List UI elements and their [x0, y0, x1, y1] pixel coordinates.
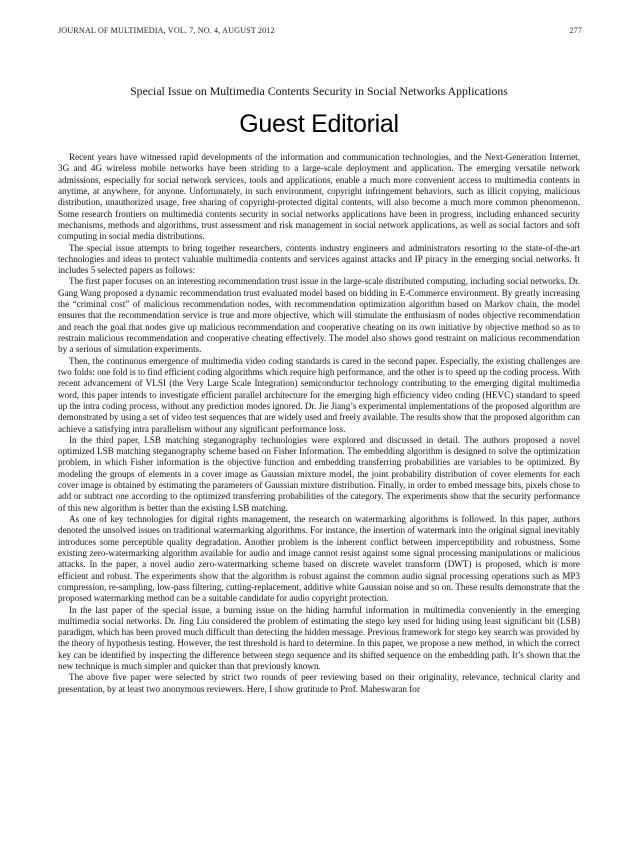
- running-head: [58, 26, 582, 35]
- paragraph-acknowledgement: The above five paper were selected by strict two rounds of peer reviewing based on their originality, relevance, technical clarity and presentation, by at least two anonymous reviewers. Here, I show gratitude to Prof. Maheswaran for: [58, 672, 580, 694]
- paragraph-third-paper: In the third paper, LSB matching steganography technologies were explored and discussed in detail. The authors proposed a novel optimized LSB matching steganography scheme based on Fisher Information. The embedding algorithm is designed to solve the optimization problem, in which Fisher information is the objective function and embedding transferring probabilities are variables to be optimized. By modeling the groups of elements in a cover image as Gaussian mixture model, the joint probability distribution of cover elements for each cover image is obtained by estimating the parameters of Gaussian mixture distribution. Finally, in order to embed message bits, pixels chose to add or subtract one according to the optimized transferring probabilities of the category. The experiments show that the security performance of this new algorithm is better than the existing LSB matching.: [58, 434, 580, 513]
- editorial-body: [58, 152, 580, 695]
- journal-citation: JOURNAL OF MULTIMEDIA, VOL. 7, NO. 4, AUGUST 2012: [58, 26, 275, 35]
- paragraph-last-paper: In the last paper of the special issue, a burning issue on the hiding harmful information in multimedia conveniently in the emerging multimedia social networks. Dr. Jing Liu considered the problem of estimating the stego key used for hiding using least significant bit (LSB) paradigm, which has been proved much difficult than detecting the hidden message. Previous framework for stego key search was provided by the theory of hypothesis testing. However, the test threshold is hard to determine. In this paper, we propose a new method, in which the correct key can be identified by inspecting the difference between stego sequence and its shifted sequence on the embedding path. It’s shown that the new technique is much simpler and quicker than that previously known.: [58, 604, 580, 672]
- page-number: 277: [569, 26, 582, 35]
- paragraph-first-paper: The first paper focuses on an interesting recommendation trust issue in the large-scale distributed computing, including social networks. Dr. Gang Wang proposed a dynamic recommendation trust evaluated model based on bidding in E-Commerce environment. By greatly increasing the “criminal cost” of malicious recommendation nodes, with recommendation optimization algorithm based on Markov chain, the model ensures that the recommendation service is true and more objective, which will stimulate the enthusiasm of nodes objective recommendation and reach the goal that nodes give up malicious recommendation and cooperative cheating on its own initiative by objective method so as to restrain malicious recommendation and cooperative cheating effectively. The model also shows good restraint on malicious recommendation by a serious of simulation experiments.: [58, 276, 580, 355]
- paragraph-fourth-paper: As one of key technologies for digital rights management, the research on watermarking algorithms is followed. In this paper, authors denoted the unsolved issues on traditional watermarking algorithms. For instance, the insertion of watermark into the original signal inevitably introduces some perceptible quality degradation. Another problem is the inherent conflict between imperceptibility and robustness. Some existing zero-watermarking algorithm available for audio and image cannot resist against some signal processing manipulations or malicious attacks. In the paper, a novel audio zero-watermarking scheme based on discrete wavelet transform (DWT) is proposed, which is more efficient and robust. The experiments show that the algorithm is robust against the common audio signal processing operations such as MP3 compression, re-sampling, low-pass filtering, cutting-replacement, additive white Gaussian noise and so on. These results demonstrate that the proposed watermarking method can be a suitable candidate for audio copyright protection.: [58, 514, 580, 604]
- special-issue-heading: Special Issue on Multimedia Contents Security in Social Networks Applications: [130, 84, 508, 98]
- page-title: Guest Editorial: [239, 110, 399, 138]
- paragraph-scope: The special issue attempts to bring together researchers, contents industry engineers and administrators resorting to the state-of-the-art technologies and ideas to protect valuable multimedia contents and services against attacks and IP piracy in the emerging social networks. It includes 5 selected papers as follows:: [58, 242, 580, 276]
- paragraph-intro: Recent years have witnessed rapid developments of the information and communication technologies, and the Next-Generation Internet, 3G and 4G wireless mobile networks have been striding to a large-scale deployment and application. The emerging versatile network admissions, especially for social network services, tools and applications, enable a much more convenient access to multimedia contents in anytime, at anywhere, for anyone. Unfortunately, in such environment, copyright infringement behaviors, such as illicit copying, malicious distribution, unauthorized usage, free sharing of copyright-protected digital contents, will also become a much more common phenomenon. Some research frontiers on multimedia contents security in social networks applications have been in progress, including enhanced security mechanisms, methods and algorithms, trust assessment and risk management in social network applications, as well as social factors and soft computing in social media distributions.: [58, 152, 580, 242]
- paragraph-second-paper: Then, the continuous emergence of multimedia video coding standards is cared in the second paper. Especially, the existing challenges are two folds: one fold is to find efficient coding algorithms which require high performance, and the other is to speed up the coding process. With recent advancement of VLSI (the Very Large Scale Integration) semiconductor technology contributing to the emerging digital multimedia word, this paper intends to investigate efficient parallel architecture for the emerging high efficiency video coding (HEVC) standard to speed up the intra coding process, without any prediction modes ignored. Dr. Jie Jiang’s experimental implementations of the proposed algorithm are demonstrated by using a set of video test sequences that are widely used and freely available. The results show that the proposed algorithm can achieve a satisfying intra parallelism without any significant performance loss.: [58, 355, 580, 434]
